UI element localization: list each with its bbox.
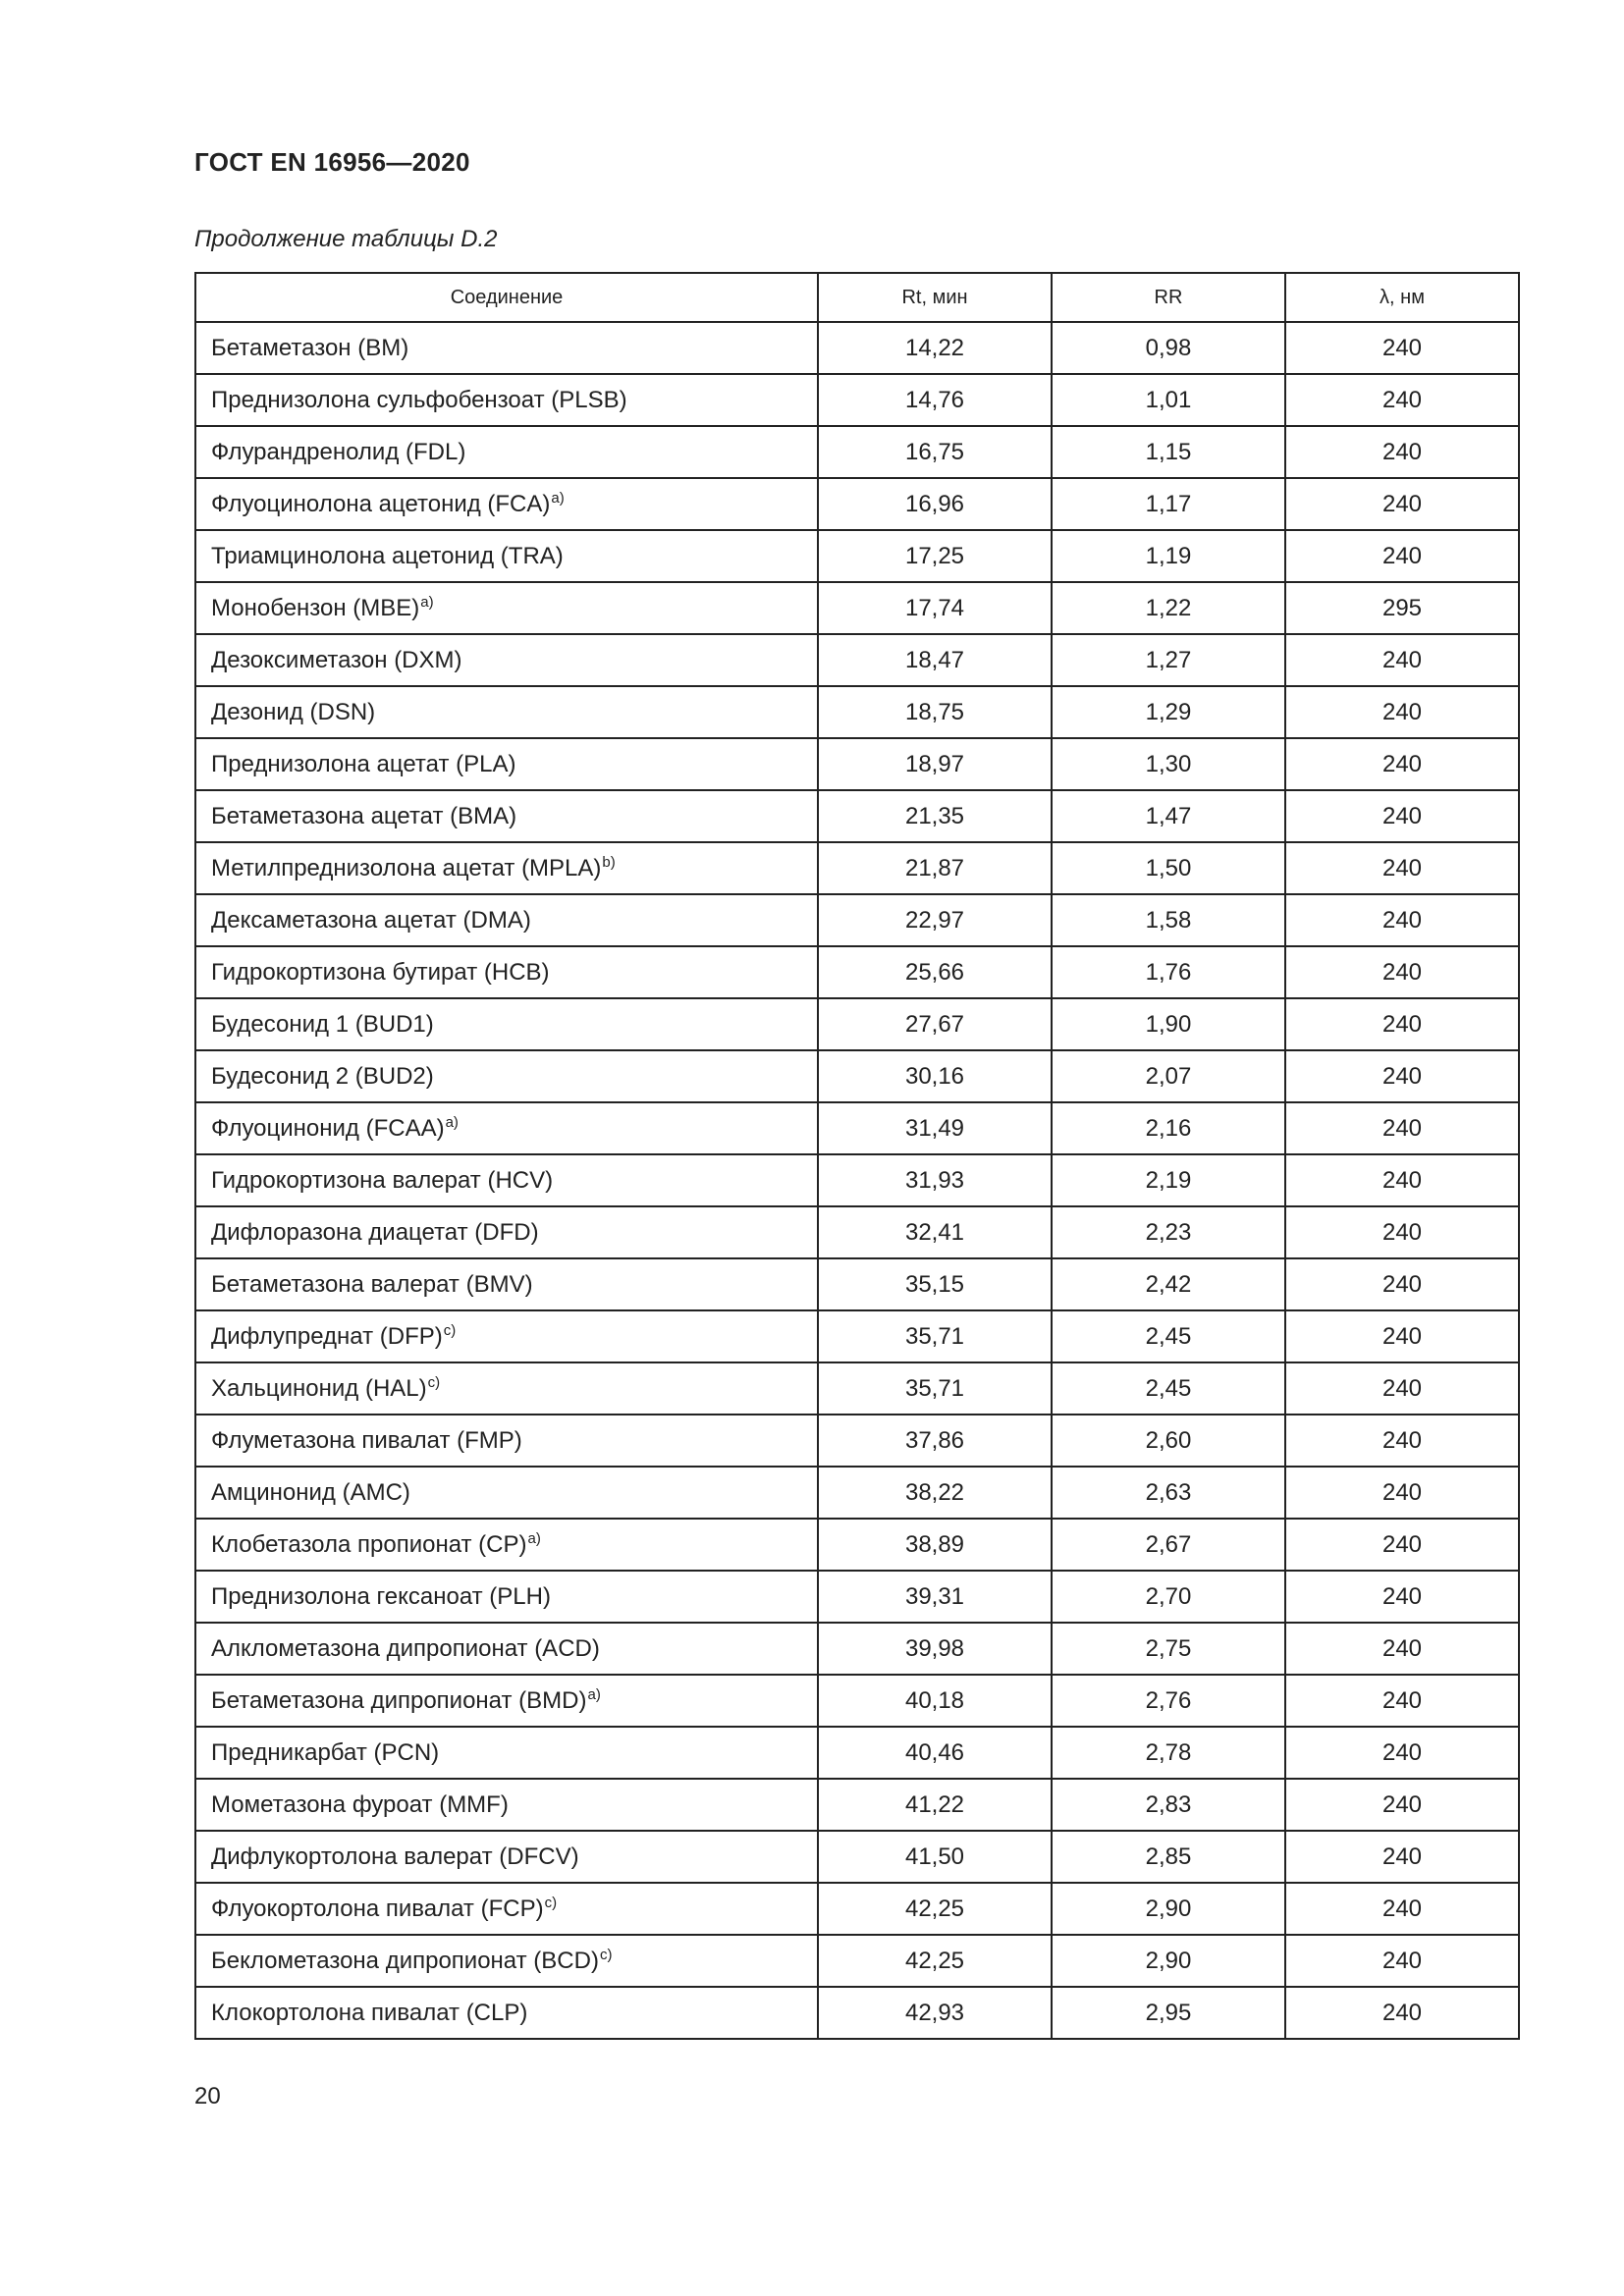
table-row	[195, 1258, 1519, 1310]
relative-retention-cell: 2,07	[1052, 1050, 1285, 1102]
retention-time-cell: 31,49	[818, 1102, 1052, 1154]
retention-time-cell: 30,16	[818, 1050, 1052, 1102]
compound-name: Дифлупреднат (DFP)	[211, 1322, 443, 1350]
compound-name: Триамцинолона ацетонид (TRA)	[211, 542, 564, 569]
relative-retention-cell: 2,90	[1052, 1883, 1285, 1935]
wavelength-cell: 240	[1285, 1727, 1519, 1779]
compound-cell	[195, 1467, 818, 1519]
compound-name: Дексаметазона ацетат (DMA)	[211, 906, 531, 934]
compound-cell	[195, 1206, 818, 1258]
retention-time-cell: 16,75	[818, 426, 1052, 478]
retention-time-cell: 41,22	[818, 1779, 1052, 1831]
retention-time-cell: 21,35	[818, 790, 1052, 842]
footnote-marker: a)	[420, 593, 434, 611]
relative-retention-cell: 2,60	[1052, 1415, 1285, 1467]
compound-cell	[195, 790, 818, 842]
compound-cell	[195, 998, 818, 1050]
wavelength-cell: 240	[1285, 322, 1519, 374]
wavelength-cell: 240	[1285, 1102, 1519, 1154]
retention-time-cell: 35,71	[818, 1310, 1052, 1362]
wavelength-cell: 240	[1285, 1779, 1519, 1831]
retention-time-cell: 41,50	[818, 1831, 1052, 1883]
retention-time-cell: 37,86	[818, 1415, 1052, 1467]
compound-name: Дифлоразона диацетат (DFD)	[211, 1218, 539, 1246]
column-header-rt: Rt, мин	[818, 273, 1052, 322]
compound-name: Дезоксиметазон (DXM)	[211, 646, 462, 673]
column-header-compound: Соединение	[195, 273, 818, 322]
wavelength-cell: 240	[1285, 1519, 1519, 1571]
relative-retention-cell: 2,19	[1052, 1154, 1285, 1206]
wavelength-cell: 240	[1285, 1258, 1519, 1310]
retention-time-cell: 39,31	[818, 1571, 1052, 1623]
retention-time-cell: 40,18	[818, 1675, 1052, 1727]
compound-cell	[195, 1154, 818, 1206]
relative-retention-cell: 1,90	[1052, 998, 1285, 1050]
compound-name: Дифлукортолона валерат (DFCV)	[211, 1842, 579, 1870]
wavelength-cell: 240	[1285, 530, 1519, 582]
footnote-marker: a)	[445, 1113, 459, 1131]
compound-name: Бетаметазона дипропионат (BMD)	[211, 1686, 587, 1714]
retention-time-cell: 35,71	[818, 1362, 1052, 1415]
compound-cell	[195, 738, 818, 790]
compound-name: Монобензон (MBE)	[211, 594, 420, 621]
relative-retention-cell: 2,42	[1052, 1258, 1285, 1310]
compound-cell	[195, 1831, 818, 1883]
compound-name: Гидрокортизона валерат (HCV)	[211, 1166, 554, 1194]
compound-name: Флуоцинонид (FCAA)	[211, 1114, 445, 1142]
table-row	[195, 1727, 1519, 1779]
retention-time-cell: 39,98	[818, 1623, 1052, 1675]
wavelength-cell: 240	[1285, 1935, 1519, 1987]
compound-cell	[195, 1987, 818, 2039]
relative-retention-cell: 2,95	[1052, 1987, 1285, 2039]
footnote-marker: c)	[443, 1321, 457, 1339]
compound-name: Флуокортолона пивалат (FCP)	[211, 1895, 544, 1922]
retention-time-cell: 31,93	[818, 1154, 1052, 1206]
compound-cell	[195, 1362, 818, 1415]
wavelength-cell: 240	[1285, 1467, 1519, 1519]
table-row	[195, 374, 1519, 426]
relative-retention-cell: 2,45	[1052, 1362, 1285, 1415]
relative-retention-cell: 1,47	[1052, 790, 1285, 842]
wavelength-cell: 240	[1285, 790, 1519, 842]
wavelength-cell: 240	[1285, 894, 1519, 946]
relative-retention-cell: 1,01	[1052, 374, 1285, 426]
table-row	[195, 322, 1519, 374]
compound-name: Будесонид 1 (BUD1)	[211, 1010, 434, 1038]
relative-retention-cell: 2,23	[1052, 1206, 1285, 1258]
compound-name: Алклометазона дипропионат (ACD)	[211, 1634, 600, 1662]
compound-cell	[195, 894, 818, 946]
table-row	[195, 1467, 1519, 1519]
compound-cell	[195, 530, 818, 582]
footnote-marker: c)	[599, 1946, 613, 1963]
footnote-marker: c)	[544, 1894, 558, 1911]
table-row	[195, 842, 1519, 894]
compound-cell	[195, 1519, 818, 1571]
table-row	[195, 1831, 1519, 1883]
compound-name: Преднизолона сульфобензоат (PLSB)	[211, 386, 627, 413]
relative-retention-cell: 2,76	[1052, 1675, 1285, 1727]
compound-name: Метилпреднизолона ацетат (MPLA)	[211, 854, 602, 881]
table-row	[195, 1623, 1519, 1675]
table-row	[195, 478, 1519, 530]
page-number: 20	[194, 2083, 221, 2109]
wavelength-cell: 240	[1285, 998, 1519, 1050]
retention-time-cell: 42,25	[818, 1883, 1052, 1935]
retention-time-cell: 35,15	[818, 1258, 1052, 1310]
wavelength-cell: 240	[1285, 1154, 1519, 1206]
compound-name: Мометазона фуроат (MMF)	[211, 1790, 509, 1818]
compound-name: Будесонид 2 (BUD2)	[211, 1062, 434, 1090]
wavelength-cell: 240	[1285, 1206, 1519, 1258]
wavelength-cell: 240	[1285, 1675, 1519, 1727]
retention-time-cell: 38,22	[818, 1467, 1052, 1519]
compound-name: Предникарбат (PCN)	[211, 1738, 440, 1766]
table-row	[195, 1102, 1519, 1154]
relative-retention-cell: 1,22	[1052, 582, 1285, 634]
relative-retention-cell: 2,90	[1052, 1935, 1285, 1987]
table-row	[195, 1362, 1519, 1415]
compound-cell	[195, 478, 818, 530]
compound-name: Бетаметазон (BM)	[211, 334, 409, 361]
footnote-marker: b)	[602, 853, 616, 871]
compound-cell	[195, 582, 818, 634]
retention-time-cell: 27,67	[818, 998, 1052, 1050]
footnote-marker: c)	[427, 1373, 441, 1391]
table-row	[195, 1310, 1519, 1362]
wavelength-cell: 240	[1285, 1883, 1519, 1935]
wavelength-cell: 240	[1285, 1362, 1519, 1415]
table-row	[195, 946, 1519, 998]
column-header-rr: RR	[1052, 273, 1285, 322]
compound-name: Гидрокортизона бутират (HCB)	[211, 958, 550, 986]
footnote-marker: a)	[551, 489, 565, 507]
compound-cell	[195, 1258, 818, 1310]
wavelength-cell: 240	[1285, 1571, 1519, 1623]
relative-retention-cell: 1,30	[1052, 738, 1285, 790]
relative-retention-cell: 2,70	[1052, 1571, 1285, 1623]
compound-name: Клобетазола пропионат (CP)	[211, 1530, 527, 1558]
relative-retention-cell: 1,58	[1052, 894, 1285, 946]
table-row	[195, 790, 1519, 842]
wavelength-cell: 240	[1285, 426, 1519, 478]
wavelength-cell: 240	[1285, 842, 1519, 894]
relative-retention-cell: 1,76	[1052, 946, 1285, 998]
compound-cell	[195, 1415, 818, 1467]
retention-time-cell: 17,74	[818, 582, 1052, 634]
retention-time-cell: 18,75	[818, 686, 1052, 738]
retention-time-cell: 18,97	[818, 738, 1052, 790]
compound-name: Флурандренолид (FDL)	[211, 438, 466, 465]
compound-name: Хальцинонид (HAL)	[211, 1374, 427, 1402]
compound-name: Беклометазона дипропионат (BCD)	[211, 1947, 599, 1974]
compound-name: Бетаметазона ацетат (BMA)	[211, 802, 517, 829]
table-row	[195, 426, 1519, 478]
compound-name: Дезонид (DSN)	[211, 698, 376, 725]
table-row	[195, 1935, 1519, 1987]
wavelength-cell: 295	[1285, 582, 1519, 634]
wavelength-cell: 240	[1285, 634, 1519, 686]
header-row	[195, 273, 1519, 322]
compound-name: Преднизолона гексаноат (PLH)	[211, 1582, 551, 1610]
retention-time-cell: 38,89	[818, 1519, 1052, 1571]
table-row	[195, 1050, 1519, 1102]
table-row	[195, 1519, 1519, 1571]
table-row	[195, 894, 1519, 946]
compound-name: Амцинонид (AMC)	[211, 1478, 410, 1506]
compound-cell	[195, 1779, 818, 1831]
retention-time-cell: 42,25	[818, 1935, 1052, 1987]
relative-retention-cell: 1,15	[1052, 426, 1285, 478]
compound-name: Флуоцинолона ацетонид (FCA)	[211, 490, 551, 517]
wavelength-cell: 240	[1285, 1623, 1519, 1675]
table-body	[195, 322, 1519, 2039]
wavelength-cell: 240	[1285, 1310, 1519, 1362]
compound-cell	[195, 634, 818, 686]
relative-retention-cell: 1,50	[1052, 842, 1285, 894]
retention-time-cell: 32,41	[818, 1206, 1052, 1258]
table-row	[195, 1571, 1519, 1623]
retention-time-cell: 14,22	[818, 322, 1052, 374]
document-header: ГОСТ EN 16956—2020	[194, 147, 470, 177]
compound-cell	[195, 1050, 818, 1102]
compound-name: Преднизолона ацетат (PLA)	[211, 750, 516, 777]
wavelength-cell: 240	[1285, 686, 1519, 738]
relative-retention-cell: 2,78	[1052, 1727, 1285, 1779]
table-row	[195, 1154, 1519, 1206]
compound-cell	[195, 1883, 818, 1935]
wavelength-cell: 240	[1285, 738, 1519, 790]
retention-time-cell: 40,46	[818, 1727, 1052, 1779]
relative-retention-cell: 0,98	[1052, 322, 1285, 374]
relative-retention-cell: 2,16	[1052, 1102, 1285, 1154]
retention-time-cell: 42,93	[818, 1987, 1052, 2039]
wavelength-cell: 240	[1285, 946, 1519, 998]
wavelength-cell: 240	[1285, 478, 1519, 530]
compound-cell	[195, 1102, 818, 1154]
relative-retention-cell: 1,17	[1052, 478, 1285, 530]
retention-time-cell: 22,97	[818, 894, 1052, 946]
footnote-marker: a)	[587, 1685, 601, 1703]
compound-name: Флуметазона пивалат (FMP)	[211, 1426, 522, 1454]
compound-cell	[195, 1675, 818, 1727]
compound-cell	[195, 1935, 818, 1987]
table-row	[195, 1675, 1519, 1727]
table-row	[195, 1779, 1519, 1831]
retention-time-cell: 17,25	[818, 530, 1052, 582]
compound-name: Клокортолона пивалат (CLP)	[211, 1999, 528, 2026]
compound-cell	[195, 1310, 818, 1362]
relative-retention-cell: 1,19	[1052, 530, 1285, 582]
column-header-wavelength: λ, нм	[1285, 273, 1519, 322]
relative-retention-cell: 2,45	[1052, 1310, 1285, 1362]
compound-table	[194, 272, 1520, 2040]
table-row	[195, 1206, 1519, 1258]
relative-retention-cell: 2,85	[1052, 1831, 1285, 1883]
retention-time-cell: 25,66	[818, 946, 1052, 998]
retention-time-cell: 21,87	[818, 842, 1052, 894]
wavelength-cell: 240	[1285, 1050, 1519, 1102]
footnote-marker: a)	[527, 1529, 541, 1547]
table-row	[195, 1987, 1519, 2039]
retention-time-cell: 16,96	[818, 478, 1052, 530]
compound-name: Бетаметазона валерат (BMV)	[211, 1270, 533, 1298]
compound-cell	[195, 1571, 818, 1623]
table-header	[195, 273, 1519, 322]
wavelength-cell: 240	[1285, 374, 1519, 426]
relative-retention-cell: 2,83	[1052, 1779, 1285, 1831]
compound-cell	[195, 686, 818, 738]
wavelength-cell: 240	[1285, 1831, 1519, 1883]
compound-cell	[195, 1623, 818, 1675]
compound-cell	[195, 1727, 818, 1779]
compound-cell	[195, 946, 818, 998]
table-row	[195, 582, 1519, 634]
table-row	[195, 1415, 1519, 1467]
compound-cell	[195, 426, 818, 478]
compound-cell	[195, 322, 818, 374]
relative-retention-cell: 2,63	[1052, 1467, 1285, 1519]
compound-cell	[195, 842, 818, 894]
table-row	[195, 634, 1519, 686]
table-row	[195, 530, 1519, 582]
table-row	[195, 998, 1519, 1050]
compound-cell	[195, 374, 818, 426]
wavelength-cell: 240	[1285, 1415, 1519, 1467]
retention-time-cell: 18,47	[818, 634, 1052, 686]
wavelength-cell: 240	[1285, 1987, 1519, 2039]
relative-retention-cell: 1,27	[1052, 634, 1285, 686]
retention-time-cell: 14,76	[818, 374, 1052, 426]
relative-retention-cell: 2,75	[1052, 1623, 1285, 1675]
table-row	[195, 1883, 1519, 1935]
relative-retention-cell: 2,67	[1052, 1519, 1285, 1571]
table-row	[195, 686, 1519, 738]
table-row	[195, 738, 1519, 790]
relative-retention-cell: 1,29	[1052, 686, 1285, 738]
table-caption: Продолжение таблицы D.2	[194, 226, 498, 252]
